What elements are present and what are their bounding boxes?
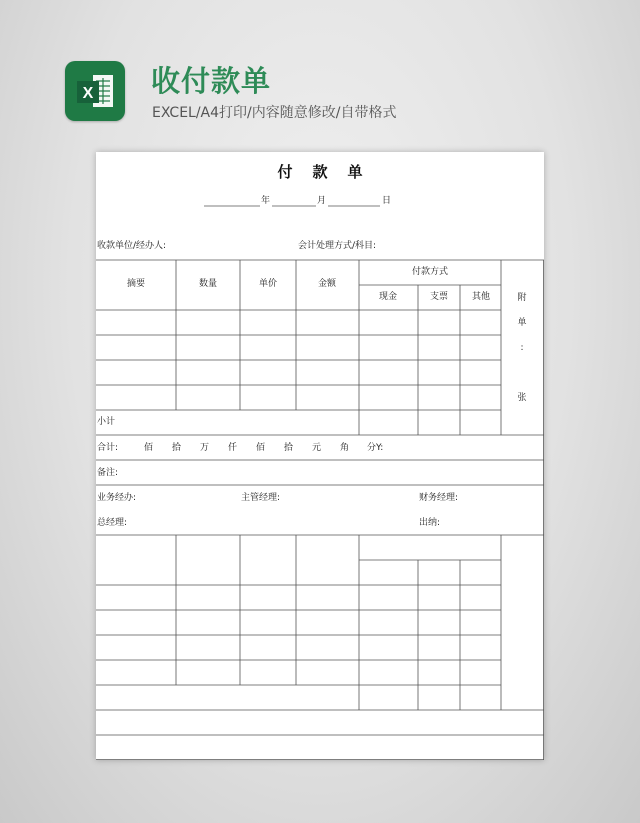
col-payment-method: 付款方式 xyxy=(411,267,449,277)
col-check: 支票 xyxy=(429,292,449,302)
page-subtitle: EXCEL/A4打印/内容随意修改/自带格式 xyxy=(152,105,397,121)
attach-char-3: : xyxy=(520,343,524,353)
sig-general-manager: 总经理: xyxy=(97,518,128,528)
date-month: 月 xyxy=(317,196,327,206)
form-title: 付款单 xyxy=(277,163,383,181)
attach-char-4: 张 xyxy=(517,393,527,403)
total-unit: 元 xyxy=(312,443,322,453)
attach-char-2: 单 xyxy=(517,318,527,328)
total-unit: 分Y: xyxy=(367,443,384,453)
col-cash: 现金 xyxy=(378,292,398,302)
col-summary: 摘要 xyxy=(126,279,146,289)
sig-supervisor: 主管经理: xyxy=(241,493,281,503)
date-year: 年 xyxy=(261,196,271,206)
remarks-label: 备注: xyxy=(97,468,119,478)
subtotal-label: 小计 xyxy=(97,417,116,427)
sig-handler: 业务经办: xyxy=(97,493,137,503)
payee-label: 收款单位/经办人: xyxy=(97,241,167,251)
date-day: 日 xyxy=(382,196,392,206)
accounting-label: 会计处理方式/科目: xyxy=(298,241,377,251)
sig-finance-manager: 财务经理: xyxy=(419,493,459,503)
excel-icon xyxy=(65,61,125,121)
page-title: 收付款单 xyxy=(151,64,272,98)
attach-char-1: 附 xyxy=(517,293,527,303)
total-unit: 仟 xyxy=(228,443,238,453)
total-unit: 拾 xyxy=(284,443,294,453)
total-unit: 万 xyxy=(200,443,210,453)
payment-form-sheet xyxy=(96,152,544,760)
total-label: 合计: xyxy=(97,443,119,453)
col-amount: 金额 xyxy=(317,279,337,289)
total-unit: 佰 xyxy=(144,443,154,453)
col-other: 其他 xyxy=(471,292,491,302)
col-unit-price: 单价 xyxy=(258,279,278,289)
col-quantity: 数量 xyxy=(198,279,218,289)
total-unit: 佰 xyxy=(256,443,266,453)
total-unit: 角 xyxy=(340,443,350,453)
excel-letter: X xyxy=(82,85,94,102)
total-unit: 拾 xyxy=(172,443,182,453)
sig-cashier: 出纳: xyxy=(419,518,441,528)
